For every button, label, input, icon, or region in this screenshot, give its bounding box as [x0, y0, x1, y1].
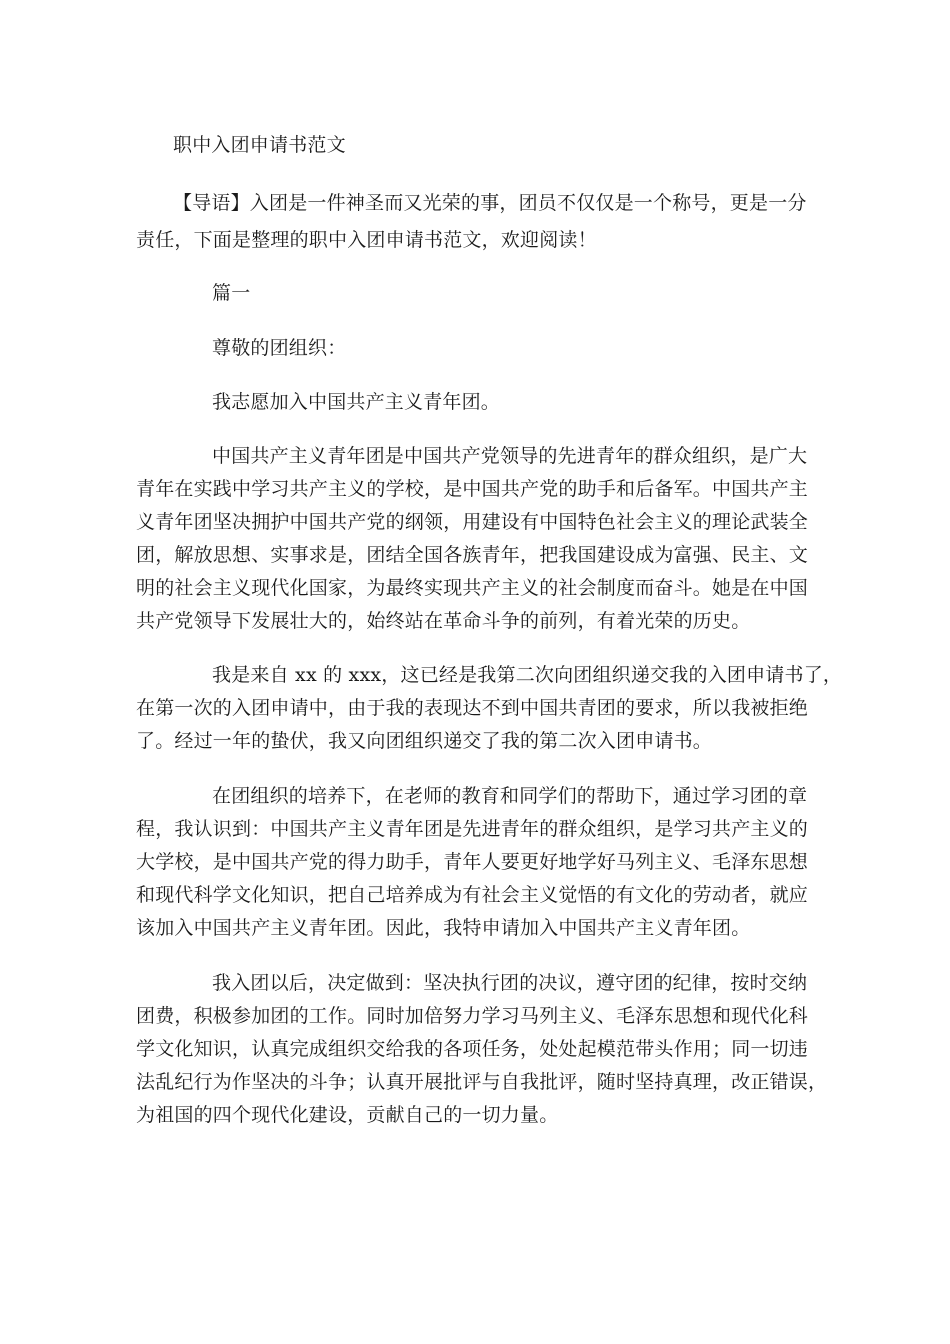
- paragraph-4-line-1: 在团组织的培养下，在老师的教育和同学们的帮助下，通过学习团的章: [212, 785, 808, 807]
- section-heading: 篇一: [212, 282, 251, 304]
- paragraph-4-line-3: 大学校，是中国共产党的得力助手，青年人要更好地学好马列主义、毛泽东思想: [136, 851, 809, 873]
- paragraph-2-line-6: 共产党领导下发展壮大的，始终站在革命斗争的前列，有着光荣的历史。: [136, 610, 751, 632]
- paragraph-5-line-3: 学文化知识，认真完成组织交给我的各项任务，处处起模范带头作用；同一切违: [136, 1038, 809, 1060]
- paragraph-5-line-4: 法乱纪行为作坚决的斗争；认真开展批评与自我批评，随时坚持真理，改正错误，: [136, 1071, 828, 1093]
- paragraph-2-line-2: 青年在实践中学习共产主义的学校，是中国共产党的助手和后备军。中国共产主: [136, 478, 809, 500]
- paragraph-5-line-5: 为祖国的四个现代化建设，贡献自己的一切力量。: [136, 1104, 559, 1126]
- document-title: 职中入团申请书范文: [173, 134, 346, 156]
- paragraph-3-line-1: 我是来自 xx 的 xxx，这已经是我第二次向团组织递交我的入团申请书了，: [212, 664, 843, 686]
- paragraph-5-line-1: 我入团以后，决定做到：坚决执行团的决议，遵守团的纪律，按时交纳: [212, 972, 808, 994]
- paragraph-2-line-3: 义青年团坚决拥护中国共产党的纲领，用建设有中国特色社会主义的理论武装全: [136, 511, 809, 533]
- paragraph-4-line-5: 该加入中国共产主义青年团。因此，我特申请加入中国共产主义青年团。: [136, 917, 751, 939]
- intro-line-2: 责任，下面是整理的职中入团申请书范文，欢迎阅读！: [136, 229, 597, 251]
- paragraph-5-line-2: 团费，积极参加团的工作。同时加倍努力学习马列主义、毛泽东思想和现代化科: [136, 1005, 809, 1027]
- paragraph-3-line-2: 在第一次的入团申请中，由于我的表现达不到中国共青团的要求，所以我被拒绝: [136, 697, 809, 719]
- intro-line-1: 【导语】入团是一件神圣而又光荣的事，团员不仅仅是一个称号，更是一分: [173, 192, 807, 214]
- paragraph-2-line-5: 明的社会主义现代化国家，为最终实现共产主义的社会制度而奋斗。她是在中国: [136, 577, 809, 599]
- paragraph-2-line-4: 团，解放思想、实事求是，团结全国各族青年，把我国建设成为富强、民主、文: [136, 544, 809, 566]
- paragraph-4-line-2: 程，我认识到：中国共产主义青年团是先进青年的群众组织，是学习共产主义的: [136, 818, 809, 840]
- paragraph-4-line-4: 和现代科学文化知识，把自己培养成为有社会主义觉悟的有文化的劳动者，就应: [136, 884, 809, 906]
- paragraph-1-line-1: 我志愿加入中国共产主义青年团。: [212, 391, 501, 413]
- paragraph-3-line-3: 了。经过一年的蛰伏，我又向团组织递交了我的第二次入团申请书。: [136, 730, 713, 752]
- salutation: 尊敬的团组织：: [212, 337, 347, 359]
- paragraph-2-line-1: 中国共产主义青年团是中国共产党领导的先进青年的群众组织，是广大: [212, 445, 808, 467]
